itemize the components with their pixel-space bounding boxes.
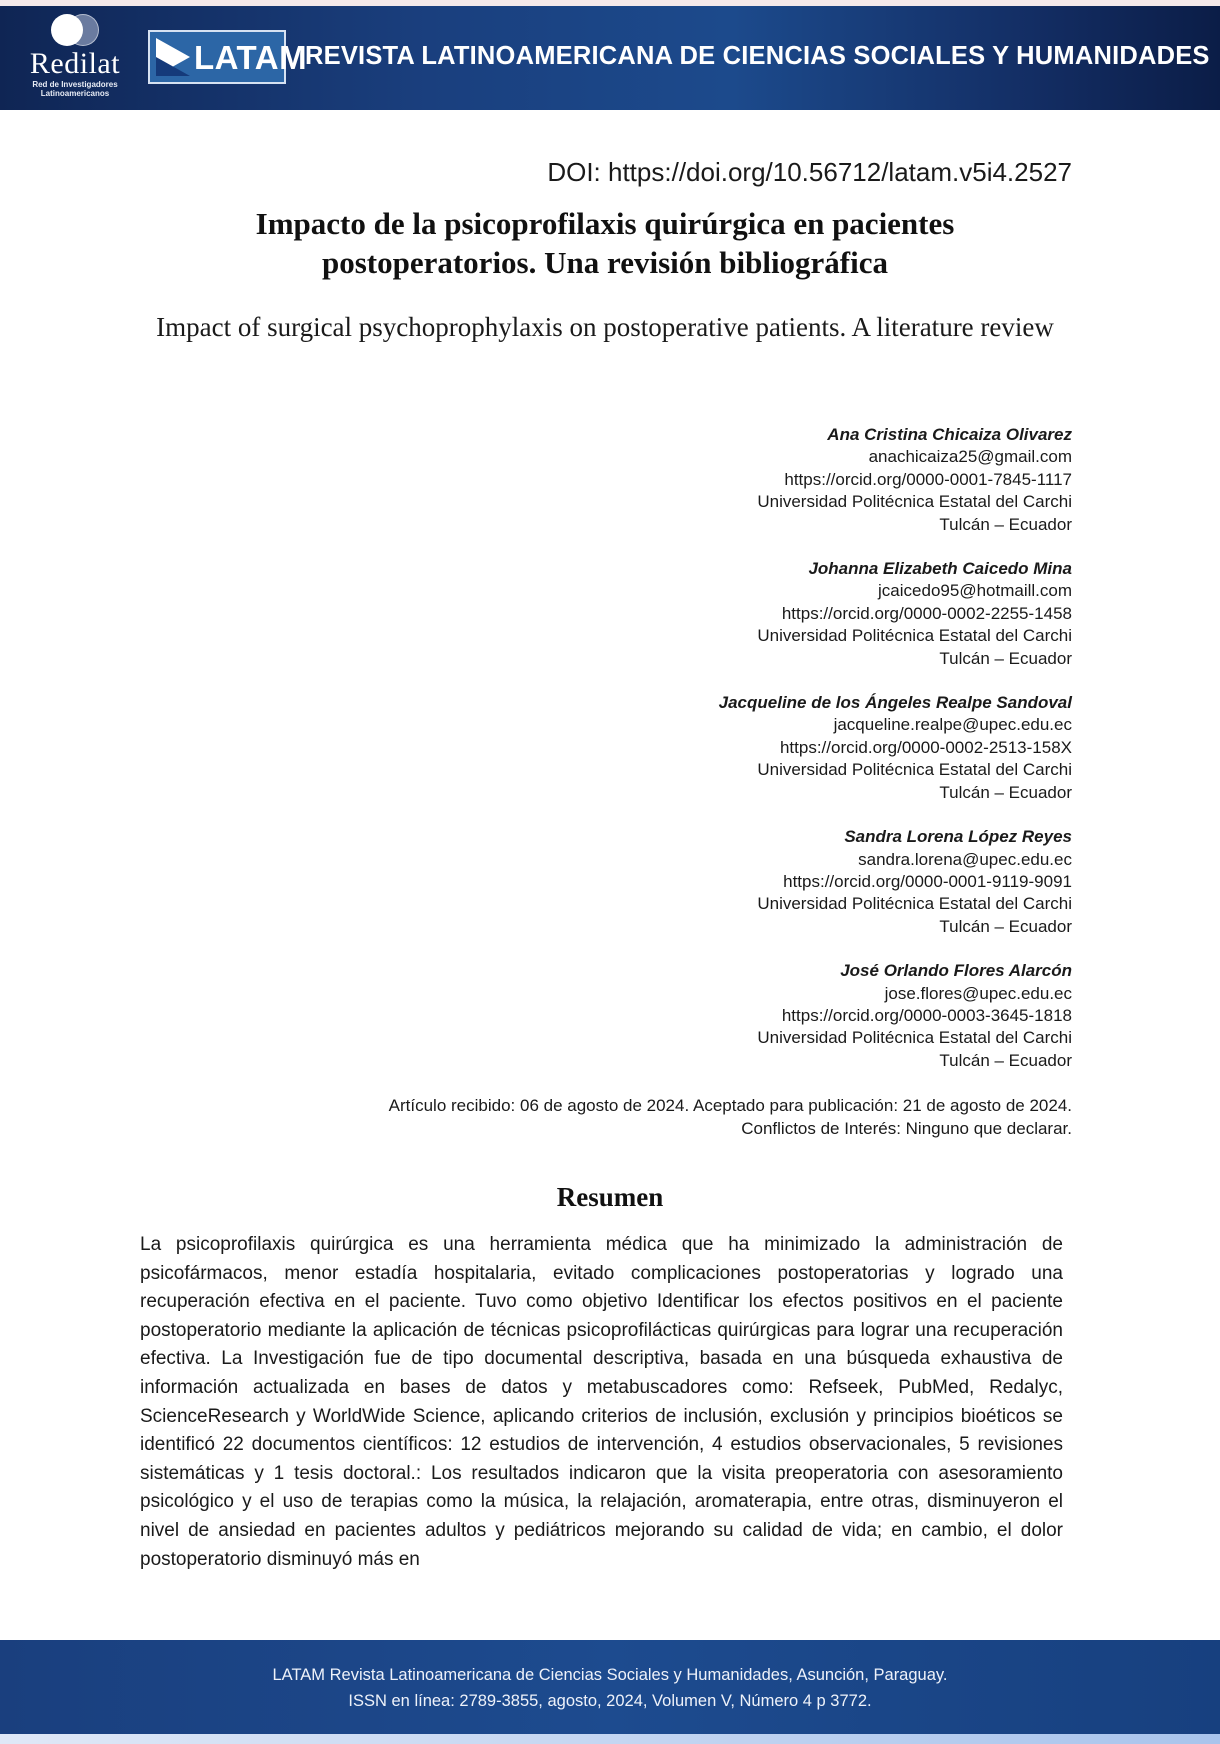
latam-logo xyxy=(148,30,308,84)
author-email[interactable]: jacqueline.realpe@upec.edu.ec xyxy=(833,715,1072,735)
author-affiliation: Universidad Politécnica Estatal del Carchi xyxy=(757,894,1072,914)
bottom-border xyxy=(0,1734,1220,1744)
received-accepted-dates: Artículo recibido: 06 de agosto de 2024. Aceptado para publicación: 21 de agosto de 2024. xyxy=(388,1096,1072,1115)
journal-header-banner xyxy=(0,6,1220,110)
author-entry xyxy=(719,424,1072,536)
author-name: Johanna Elizabeth Caicedo Mina xyxy=(808,559,1072,579)
author-location: Tulcán – Ecuador xyxy=(939,782,1072,802)
author-list xyxy=(719,424,1072,1094)
author-email[interactable]: anachicaiza25@gmail.com xyxy=(868,447,1072,467)
author-email[interactable]: jcaicedo95@hotmaill.com xyxy=(878,581,1072,601)
abstract-text: La psicoprofilaxis quirúrgica es una herramienta médica que ha minimizado la administración de psicofármacos, menor estadía hospitalaria, evitado complicaciones postoperatorias y logrado una recuperación efectiva en el paciente. Tuvo como objetivo Identificar los efectos positivos en el paciente postoperatorio mediante la aplicación de técnicas psicoprofilácticas quirúrgicas para lograr una recuperación efectiva. La Investigación fue de tipo documental descriptiva, basada en una búsqueda exhaustiva de información actualizada en bases de datos y metabuscadores como: Refseek, PubMed, Redalyc, ScienceResearch y WorldWide Science, aplicando criterios de inclusión, exclusión y principios bioéticos se identificó 22 documentos científicos: 12 estudios de intervención, 4 estudios observacionales, 5 revisiones sistemáticas y 1 tesis doctoral.: Los resultados indicaron que la visita preoperatoria con asesoramiento psicológico y el uso de terapias como la música, la relajación, aromaterapia, entre otras, disminuyeron el nivel de ansiedad en pacientes adultos y pediátricos mejorando su calidad de vida; en cambio, el dolor postoperatorio disminuyó más en xyxy=(140,1234,1063,1570)
latam-logo-text: LATAM xyxy=(194,39,308,76)
author-name: Ana Cristina Chicaiza Olivarez xyxy=(827,425,1072,444)
author-orcid-link[interactable]: https://orcid.org/0000-0003-3645-1818 xyxy=(781,1005,1072,1025)
author-affiliation: Universidad Politécnica Estatal del Carchi xyxy=(757,492,1072,512)
redilat-logo-subtitle-1: Red de Investigadores xyxy=(32,80,118,89)
redilat-logo-subtitle-2: Latinoamericanos xyxy=(40,89,110,98)
author-name: Sandra Lorena López Reyes xyxy=(844,827,1072,847)
globe-icon xyxy=(45,14,105,48)
author-location: Tulcán – Ecuador xyxy=(939,648,1072,668)
play-triangle-shadow-icon xyxy=(156,57,190,76)
footer-journal-info: LATAM Revista Latinoamericana de Ciencias Sociales y Humanidades, Asunción, Paraguay. xyxy=(272,1666,948,1684)
abstract-heading: Resumen xyxy=(556,1182,664,1212)
redilat-logo-name: Redilat xyxy=(29,47,121,80)
redilat-logo xyxy=(10,12,140,108)
author-affiliation: Universidad Politécnica Estatal del Carchi xyxy=(757,1028,1072,1048)
author-affiliation: Universidad Politécnica Estatal del Carchi xyxy=(757,760,1072,780)
author-name: José Orlando Flores Alarcón xyxy=(840,961,1072,981)
author-orcid-link[interactable]: https://orcid.org/0000-0002-2255-1458 xyxy=(781,603,1072,623)
author-entry xyxy=(719,558,1072,670)
author-name: Jacqueline de los Ángeles Realpe Sandoval xyxy=(718,693,1072,713)
conflicts-of-interest: Conflictos de Interés: Ninguno que declarar. xyxy=(741,1119,1072,1138)
paper-title: Impacto de la psicoprofilaxis quirúrgica en pacientes postoperatorios. Una revisión bibliográfica xyxy=(255,206,955,280)
author-entry xyxy=(719,960,1072,1072)
footer-issn-info: ISSN en línea: 2789-3855, agosto, 2024, Volumen V, Número 4 p 3772. xyxy=(348,1692,872,1710)
author-orcid-link[interactable]: https://orcid.org/0000-0001-7845-1117 xyxy=(784,469,1072,489)
author-affiliation: Universidad Politécnica Estatal del Carchi xyxy=(757,626,1072,646)
author-location: Tulcán – Ecuador xyxy=(939,514,1072,534)
author-email[interactable]: jose.flores@upec.edu.ec xyxy=(884,983,1072,1003)
author-entry xyxy=(719,826,1072,938)
author-location: Tulcán – Ecuador xyxy=(939,1050,1072,1070)
journal-footer-banner xyxy=(0,1640,1220,1734)
author-orcid-link[interactable]: https://orcid.org/0000-0002-2513-158X xyxy=(779,737,1072,757)
paper-subtitle-english: Impact of surgical psychoprophylaxis on postoperative patients. A literature review xyxy=(156,312,1054,342)
doi-link[interactable]: DOI: https://doi.org/10.56712/latam.v5i4.2527 xyxy=(547,157,1072,187)
journal-title: REVISTA LATINOAMERICANA DE CIENCIAS SOCIALES Y HUMANIDADES xyxy=(305,42,1210,70)
author-orcid-link[interactable]: https://orcid.org/0000-0001-9119-9091 xyxy=(783,871,1072,891)
author-entry xyxy=(719,692,1072,804)
article-dates xyxy=(389,1094,1072,1140)
author-location: Tulcán – Ecuador xyxy=(939,916,1072,936)
author-email[interactable]: sandra.lorena@upec.edu.ec xyxy=(858,849,1072,869)
